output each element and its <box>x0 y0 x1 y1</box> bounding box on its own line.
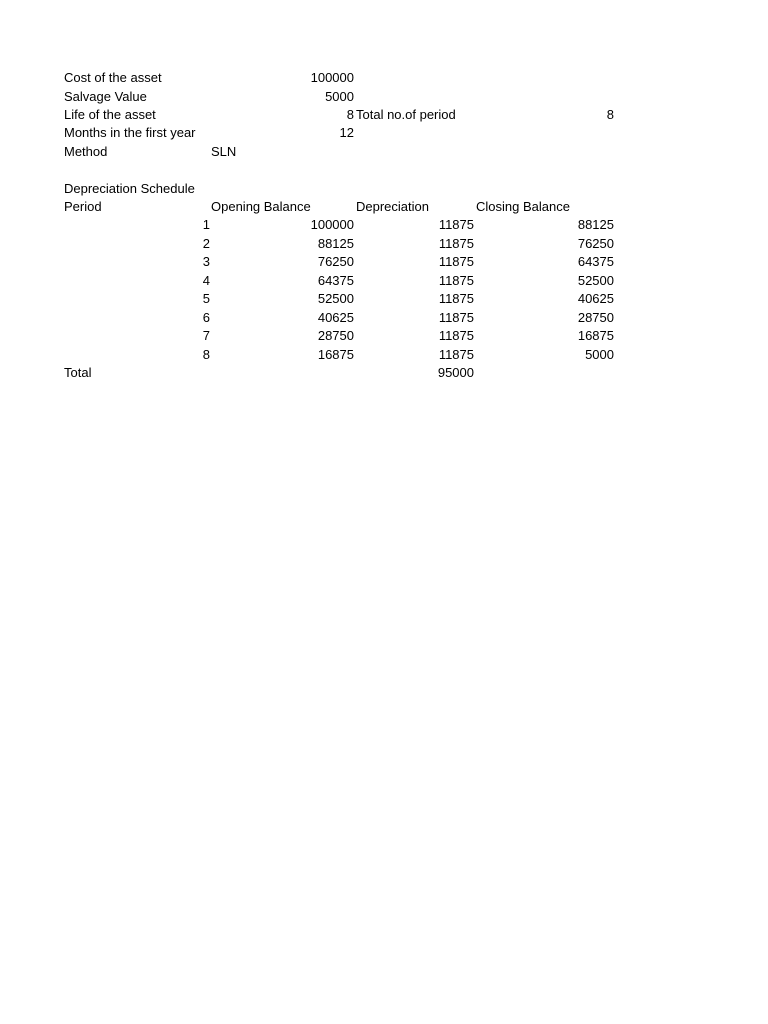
header-period: Period <box>64 199 102 214</box>
row-opening-balance: 100000 <box>310 217 354 232</box>
total-periods-value: 8 <box>606 107 614 122</box>
row-opening-balance: 64375 <box>317 272 354 288</box>
row-opening-balance: 76250 <box>317 254 354 269</box>
life-value: 8 <box>346 107 354 122</box>
header-closing-balance: Closing Balance <box>476 199 570 214</box>
row-depreciation: 11875 <box>438 291 474 306</box>
row-depreciation: 11875 <box>438 272 474 288</box>
row-period: 1 <box>202 217 210 232</box>
schedule-title: Depreciation Schedule <box>64 181 195 196</box>
row-closing-balance: 88125 <box>577 217 614 232</box>
row-opening-balance: 16875 <box>317 346 354 362</box>
row-period: 3 <box>202 254 210 269</box>
row-depreciation: 11875 <box>438 254 474 269</box>
row-opening-balance: 52500 <box>317 291 354 306</box>
row-closing-balance: 52500 <box>577 272 614 288</box>
months-value: 12 <box>339 125 354 140</box>
row-closing-balance: 40625 <box>577 291 614 306</box>
total-label: Total <box>64 365 92 380</box>
salvage-label: Salvage Value <box>64 89 147 104</box>
row-depreciation: 11875 <box>438 217 474 232</box>
total-depreciation: 95000 <box>437 365 474 380</box>
row-period: 2 <box>202 235 210 251</box>
row-closing-balance: 76250 <box>577 235 614 251</box>
life-label: Life of the asset <box>64 107 156 122</box>
header-depreciation: Depreciation <box>356 199 429 214</box>
row-period: 6 <box>202 309 210 325</box>
row-opening-balance: 40625 <box>317 309 354 325</box>
header-opening-balance: Opening Balance <box>211 199 311 214</box>
row-depreciation: 11875 <box>438 235 474 251</box>
row-depreciation: 11875 <box>438 328 474 343</box>
row-closing-balance: 64375 <box>577 254 614 269</box>
row-period: 8 <box>202 346 210 362</box>
row-period: 4 <box>202 272 210 288</box>
row-period: 7 <box>202 328 210 343</box>
row-period: 5 <box>202 291 210 306</box>
row-opening-balance: 28750 <box>317 328 354 343</box>
total-periods-label: Total no.of period <box>356 107 456 122</box>
method-value: SLN <box>211 144 237 159</box>
method-label: Method <box>64 144 108 159</box>
row-closing-balance: 28750 <box>577 309 614 325</box>
row-opening-balance: 88125 <box>317 235 354 251</box>
row-closing-balance: 16875 <box>577 328 614 343</box>
row-closing-balance: 5000 <box>585 346 614 362</box>
salvage-value: 5000 <box>325 89 354 104</box>
row-depreciation: 11875 <box>438 309 474 325</box>
row-depreciation: 11875 <box>438 346 474 362</box>
months-label: Months in the first year <box>64 125 196 140</box>
cost-label: Cost of the asset <box>64 70 162 85</box>
cost-value: 100000 <box>310 70 354 85</box>
